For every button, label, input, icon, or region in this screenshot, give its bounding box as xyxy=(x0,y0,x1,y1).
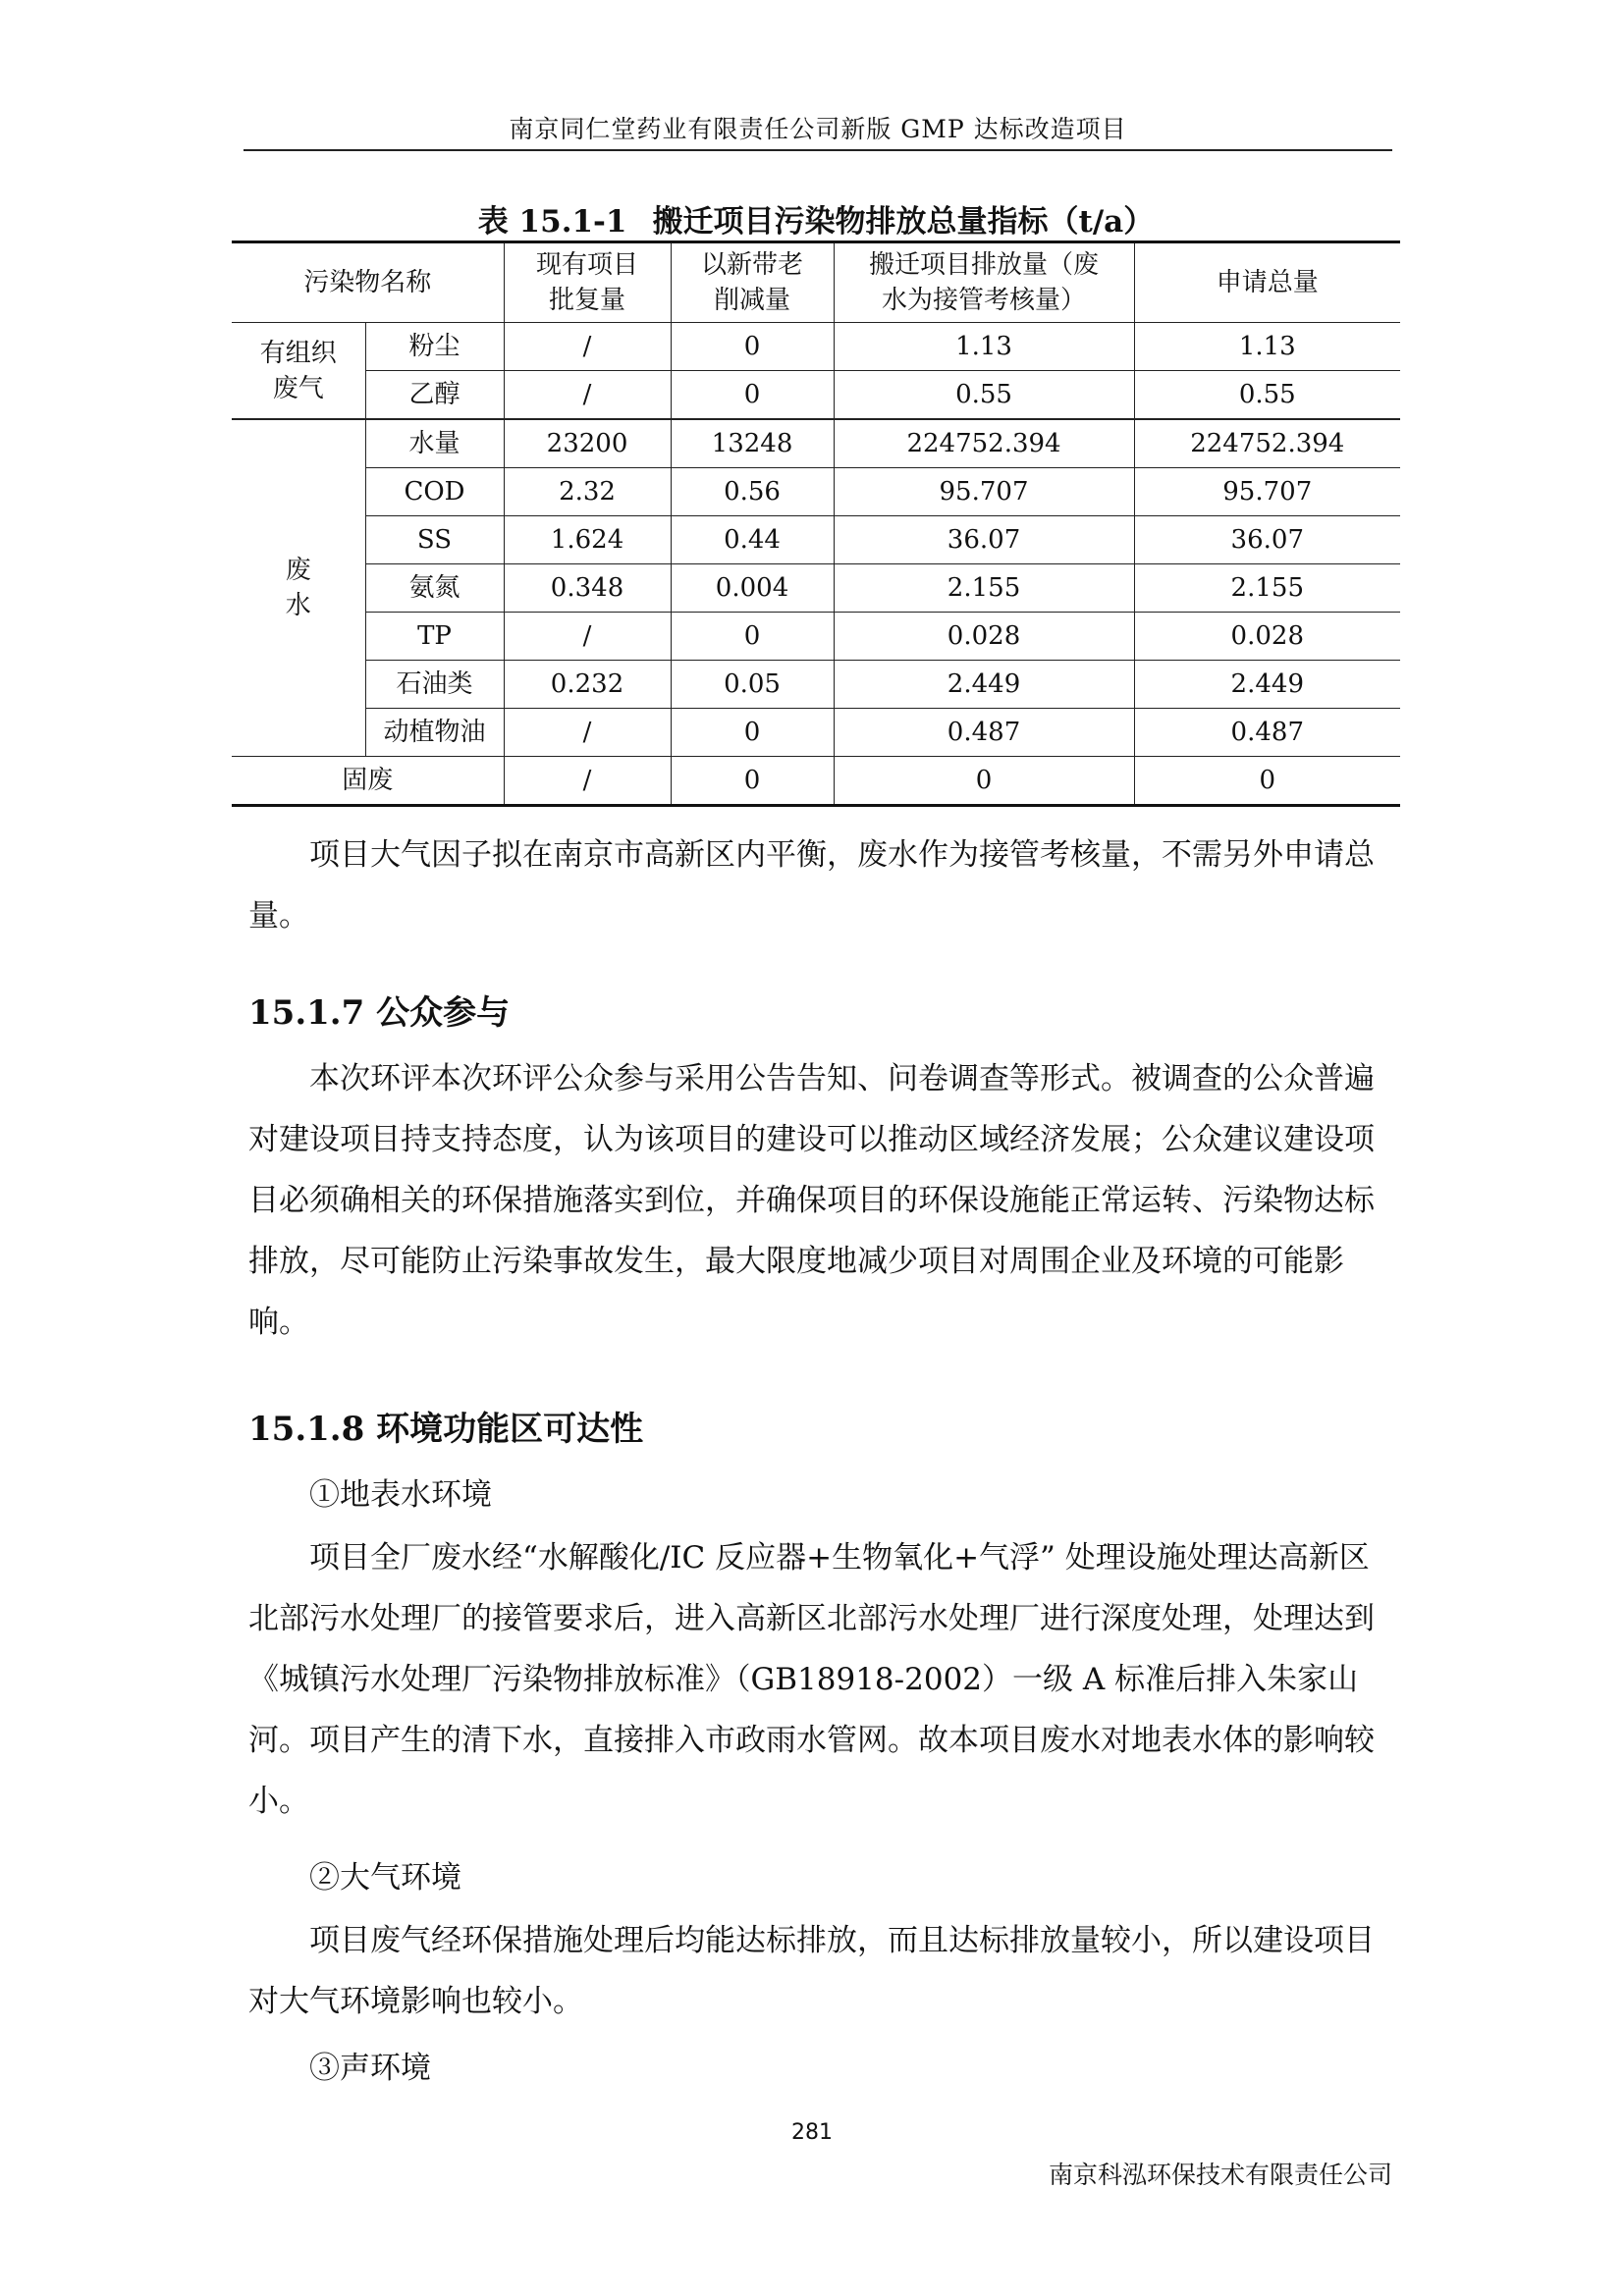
pollutant-name: 粉尘 xyxy=(365,323,504,371)
paragraph-public-participation: 本次环评本次环评公众参与采用公告告知、问卷调查等形式。被调查的公众普遍对建设项目持支持态度，认为该项目的建设可以推动区域经济发展；公众建议建设项目必须确相关的环保措施落实到位，并确保项目的环保设施能正常运转、污染物达标排放，尽可能防止污染事故发生，最大限度地减少项目对周围企业及环境的可能影响。 xyxy=(248,1061,1375,1340)
cell-existing: 0.348 xyxy=(504,564,671,613)
cell-relocated: 2.155 xyxy=(834,564,1134,613)
paragraph-atmosphere: 项目废气经环保措施处理后均能达标排放，而且达标排放量较小，所以建设项目对大气环境影响也较小。 xyxy=(248,1923,1375,2019)
cell-reduction: 0 xyxy=(671,323,834,371)
group-solid: 固废 xyxy=(232,757,504,806)
cell-applied: 0.028 xyxy=(1134,613,1400,661)
item-surface-water: ①地表水环境 xyxy=(309,1477,492,1513)
table-row xyxy=(232,661,1400,709)
cell-applied: 95.707 xyxy=(1134,468,1400,516)
group-water: 废 水 xyxy=(232,419,365,757)
cell-relocated: 0.55 xyxy=(834,371,1134,420)
table-caption-number: 表 15.1-1 xyxy=(477,204,627,240)
cell-reduction: 0.44 xyxy=(671,516,834,564)
table-row xyxy=(232,371,1400,420)
cell-applied: 224752.394 xyxy=(1134,419,1400,468)
cell-relocated: 2.449 xyxy=(834,661,1134,709)
table-row xyxy=(232,757,1400,806)
header-reduction: 以新带老 削减量 xyxy=(671,242,834,323)
cell-relocated: 0 xyxy=(834,757,1134,806)
section-heading-functional-zone: 15.1.8 环境功能区可达性 xyxy=(248,1410,644,1449)
cell-relocated: 0.028 xyxy=(834,613,1134,661)
table-row xyxy=(232,564,1400,613)
cell-reduction: 0 xyxy=(671,371,834,420)
cell-existing: / xyxy=(504,613,671,661)
cell-reduction: 0 xyxy=(671,613,834,661)
cell-reduction: 13248 xyxy=(671,419,834,468)
cell-existing: 23200 xyxy=(504,419,671,468)
cell-applied: 2.449 xyxy=(1134,661,1400,709)
footer-company: 南京科泓环保技术有限责任公司 xyxy=(1048,2161,1392,2189)
table-caption xyxy=(232,196,1400,240)
table-caption-title: 搬迁项目污染物排放总量指标（t/a） xyxy=(652,204,1155,240)
cell-relocated: 224752.394 xyxy=(834,419,1134,468)
table-row xyxy=(232,613,1400,661)
pollutant-name: 乙醇 xyxy=(365,371,504,420)
cell-relocated: 36.07 xyxy=(834,516,1134,564)
cell-reduction: 0.56 xyxy=(671,468,834,516)
cell-relocated: 0.487 xyxy=(834,709,1134,757)
cell-existing: 2.32 xyxy=(504,468,671,516)
cell-existing: 1.624 xyxy=(504,516,671,564)
item-atmosphere: ②大气环境 xyxy=(309,1860,461,1896)
running-header: 南京同仁堂药业有限责任公司新版 GMP 达标改造项目 xyxy=(509,115,1127,143)
cell-applied: 36.07 xyxy=(1134,516,1400,564)
cell-applied: 1.13 xyxy=(1134,323,1400,371)
page-number: 281 xyxy=(791,2120,833,2145)
table-note: 项目大气因子拟在南京市高新区内平衡，废水作为接管考核量，不需另外申请总量。 xyxy=(248,837,1375,934)
cell-existing: 0.232 xyxy=(504,661,671,709)
table-row xyxy=(232,419,1400,468)
pollutant-name: 水量 xyxy=(365,419,504,468)
emission-total-table xyxy=(232,240,1400,807)
table-row xyxy=(232,323,1400,371)
cell-applied: 0.487 xyxy=(1134,709,1400,757)
cell-existing: / xyxy=(504,757,671,806)
cell-reduction: 0.004 xyxy=(671,564,834,613)
item-acoustic: ③声环境 xyxy=(309,2051,431,2086)
cell-existing: / xyxy=(504,371,671,420)
header-rule xyxy=(244,149,1392,151)
pollutant-name: 动植物油 xyxy=(365,709,504,757)
cell-relocated: 95.707 xyxy=(834,468,1134,516)
cell-reduction: 0.05 xyxy=(671,661,834,709)
pollutant-name: 石油类 xyxy=(365,661,504,709)
cell-applied: 0 xyxy=(1134,757,1400,806)
cell-applied: 2.155 xyxy=(1134,564,1400,613)
header-pollutant: 污染物名称 xyxy=(232,242,504,323)
cell-relocated: 1.13 xyxy=(834,323,1134,371)
cell-reduction: 0 xyxy=(671,757,834,806)
cell-existing: / xyxy=(504,709,671,757)
section-heading-public-participation: 15.1.7 公众参与 xyxy=(248,993,511,1033)
cell-applied: 0.55 xyxy=(1134,371,1400,420)
table-header-row xyxy=(232,242,1400,323)
paragraph-surface-water: 项目全厂废水经“水解酸化/IC 反应器+生物氧化+气浮” 处理设施处理达高新区北部污水处理厂的接管要求后，进入高新区北部污水处理厂进行深度处理，处理达到《城镇污水处理厂污染物排放标准》（GB18918-2002）一级 A 标准后排入朱家山河。项目产生的清下水，直接排入市政雨水管网。故本项目废水对地表水体的影响较小。 xyxy=(248,1540,1375,1819)
pollutant-name: TP xyxy=(365,613,504,661)
cell-reduction: 0 xyxy=(671,709,834,757)
table-row xyxy=(232,516,1400,564)
header-relocated: 搬迁项目排放量（废 水为接管考核量） xyxy=(834,242,1134,323)
cell-existing: / xyxy=(504,323,671,371)
group-gas: 有组织 废气 xyxy=(232,323,365,420)
pollutant-name: SS xyxy=(365,516,504,564)
header-applied: 申请总量 xyxy=(1134,242,1400,323)
pollutant-name: COD xyxy=(365,468,504,516)
pollutant-name: 氨氮 xyxy=(365,564,504,613)
table-row xyxy=(232,709,1400,757)
header-existing: 现有项目 批复量 xyxy=(504,242,671,323)
table-row xyxy=(232,468,1400,516)
